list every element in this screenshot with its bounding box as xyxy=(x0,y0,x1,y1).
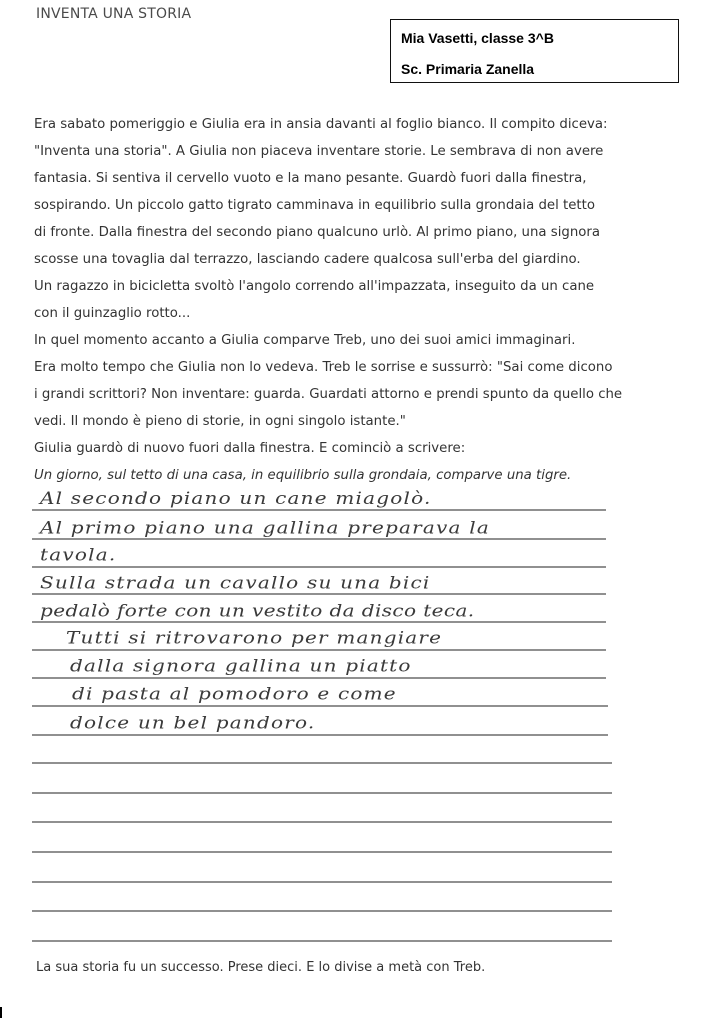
story-line: Un ragazzo in bicicletta svoltò l'angolo correndo all'impazzata, inseguito da un cane xyxy=(34,279,595,294)
story-line: i grandi scrittori? Non inventare: guarda. Guardati attorno e prendi spunto da quello che xyxy=(34,387,623,402)
story-line: sospirando. Un piccolo gatto tigrato camminava in equilibrio sulla grondaia del tetto xyxy=(34,198,595,213)
story-line: fantasia. Si sentiva il cervello vuoto e la mano pesante. Guardò fuori dalla finestra, xyxy=(34,171,587,186)
story-line: vedi. Il mondo è pieno di storie, in ogni singolo istante." xyxy=(34,414,406,429)
story-prompt-italic: Un giorno, sul tetto di una casa, in equilibrio sulla grondaia, comparve una tigre. xyxy=(34,468,572,483)
story-line: Era sabato pomeriggio e Giulia era in ansia davanti al foglio bianco. Il compito diceva: xyxy=(34,117,608,132)
handwritten-line: Al primo piano una gallina preparava la xyxy=(40,517,490,538)
page-title: INVENTA UNA STORIA xyxy=(36,6,192,22)
student-name-class: Mia Vasetti, classe 3^B xyxy=(401,30,554,46)
handwritten-line: di pasta al pomodoro e come xyxy=(72,683,397,704)
story-line: scosse una tovaglia dal terrazzo, lasciando cadere qualcosa sull'erba del giardino. xyxy=(34,252,581,267)
story-line: di fronte. Dalla finestra del secondo piano qualcuno urlò. Al primo piano, una signora xyxy=(34,225,601,240)
school-name: Sc. Primaria Zanella xyxy=(401,61,535,77)
handwritten-line: dolce un bel pandoro. xyxy=(70,712,316,733)
story-line: con il guinzaglio rotto... xyxy=(34,306,191,321)
handwritten-line: Tutti si ritrovarono per mangiare xyxy=(66,627,443,648)
handwritten-line: dalla signora gallina un piatto xyxy=(70,655,412,676)
story-line: Giulia guardò di nuovo fuori dalla finestra. E cominciò a scrivere: xyxy=(34,441,466,456)
story-ending: La sua storia fu un successo. Prese dieci. E lo divise a metà con Treb. xyxy=(36,960,486,975)
story-line: Era molto tempo che Giulia non lo vedeva. Treb le sorrise e sussurrò: "Sai come dicono xyxy=(34,360,613,375)
story-line: "Inventa una storia". A Giulia non piaceva inventare storie. Le sembrava di non avere xyxy=(34,144,604,159)
handwritten-line: pedalò forte con un vestito da disco teca. xyxy=(40,600,475,621)
handwritten-line: Sulla strada un cavallo su una bici xyxy=(40,572,431,593)
scan-margin-mark xyxy=(0,1007,2,1018)
handwritten-line: tavola. xyxy=(40,544,117,565)
story-line: In quel momento accanto a Giulia comparve Treb, uno dei suoi amici immaginari. xyxy=(34,333,576,348)
handwritten-line: Al secondo piano un cane miagolò. xyxy=(40,487,432,508)
